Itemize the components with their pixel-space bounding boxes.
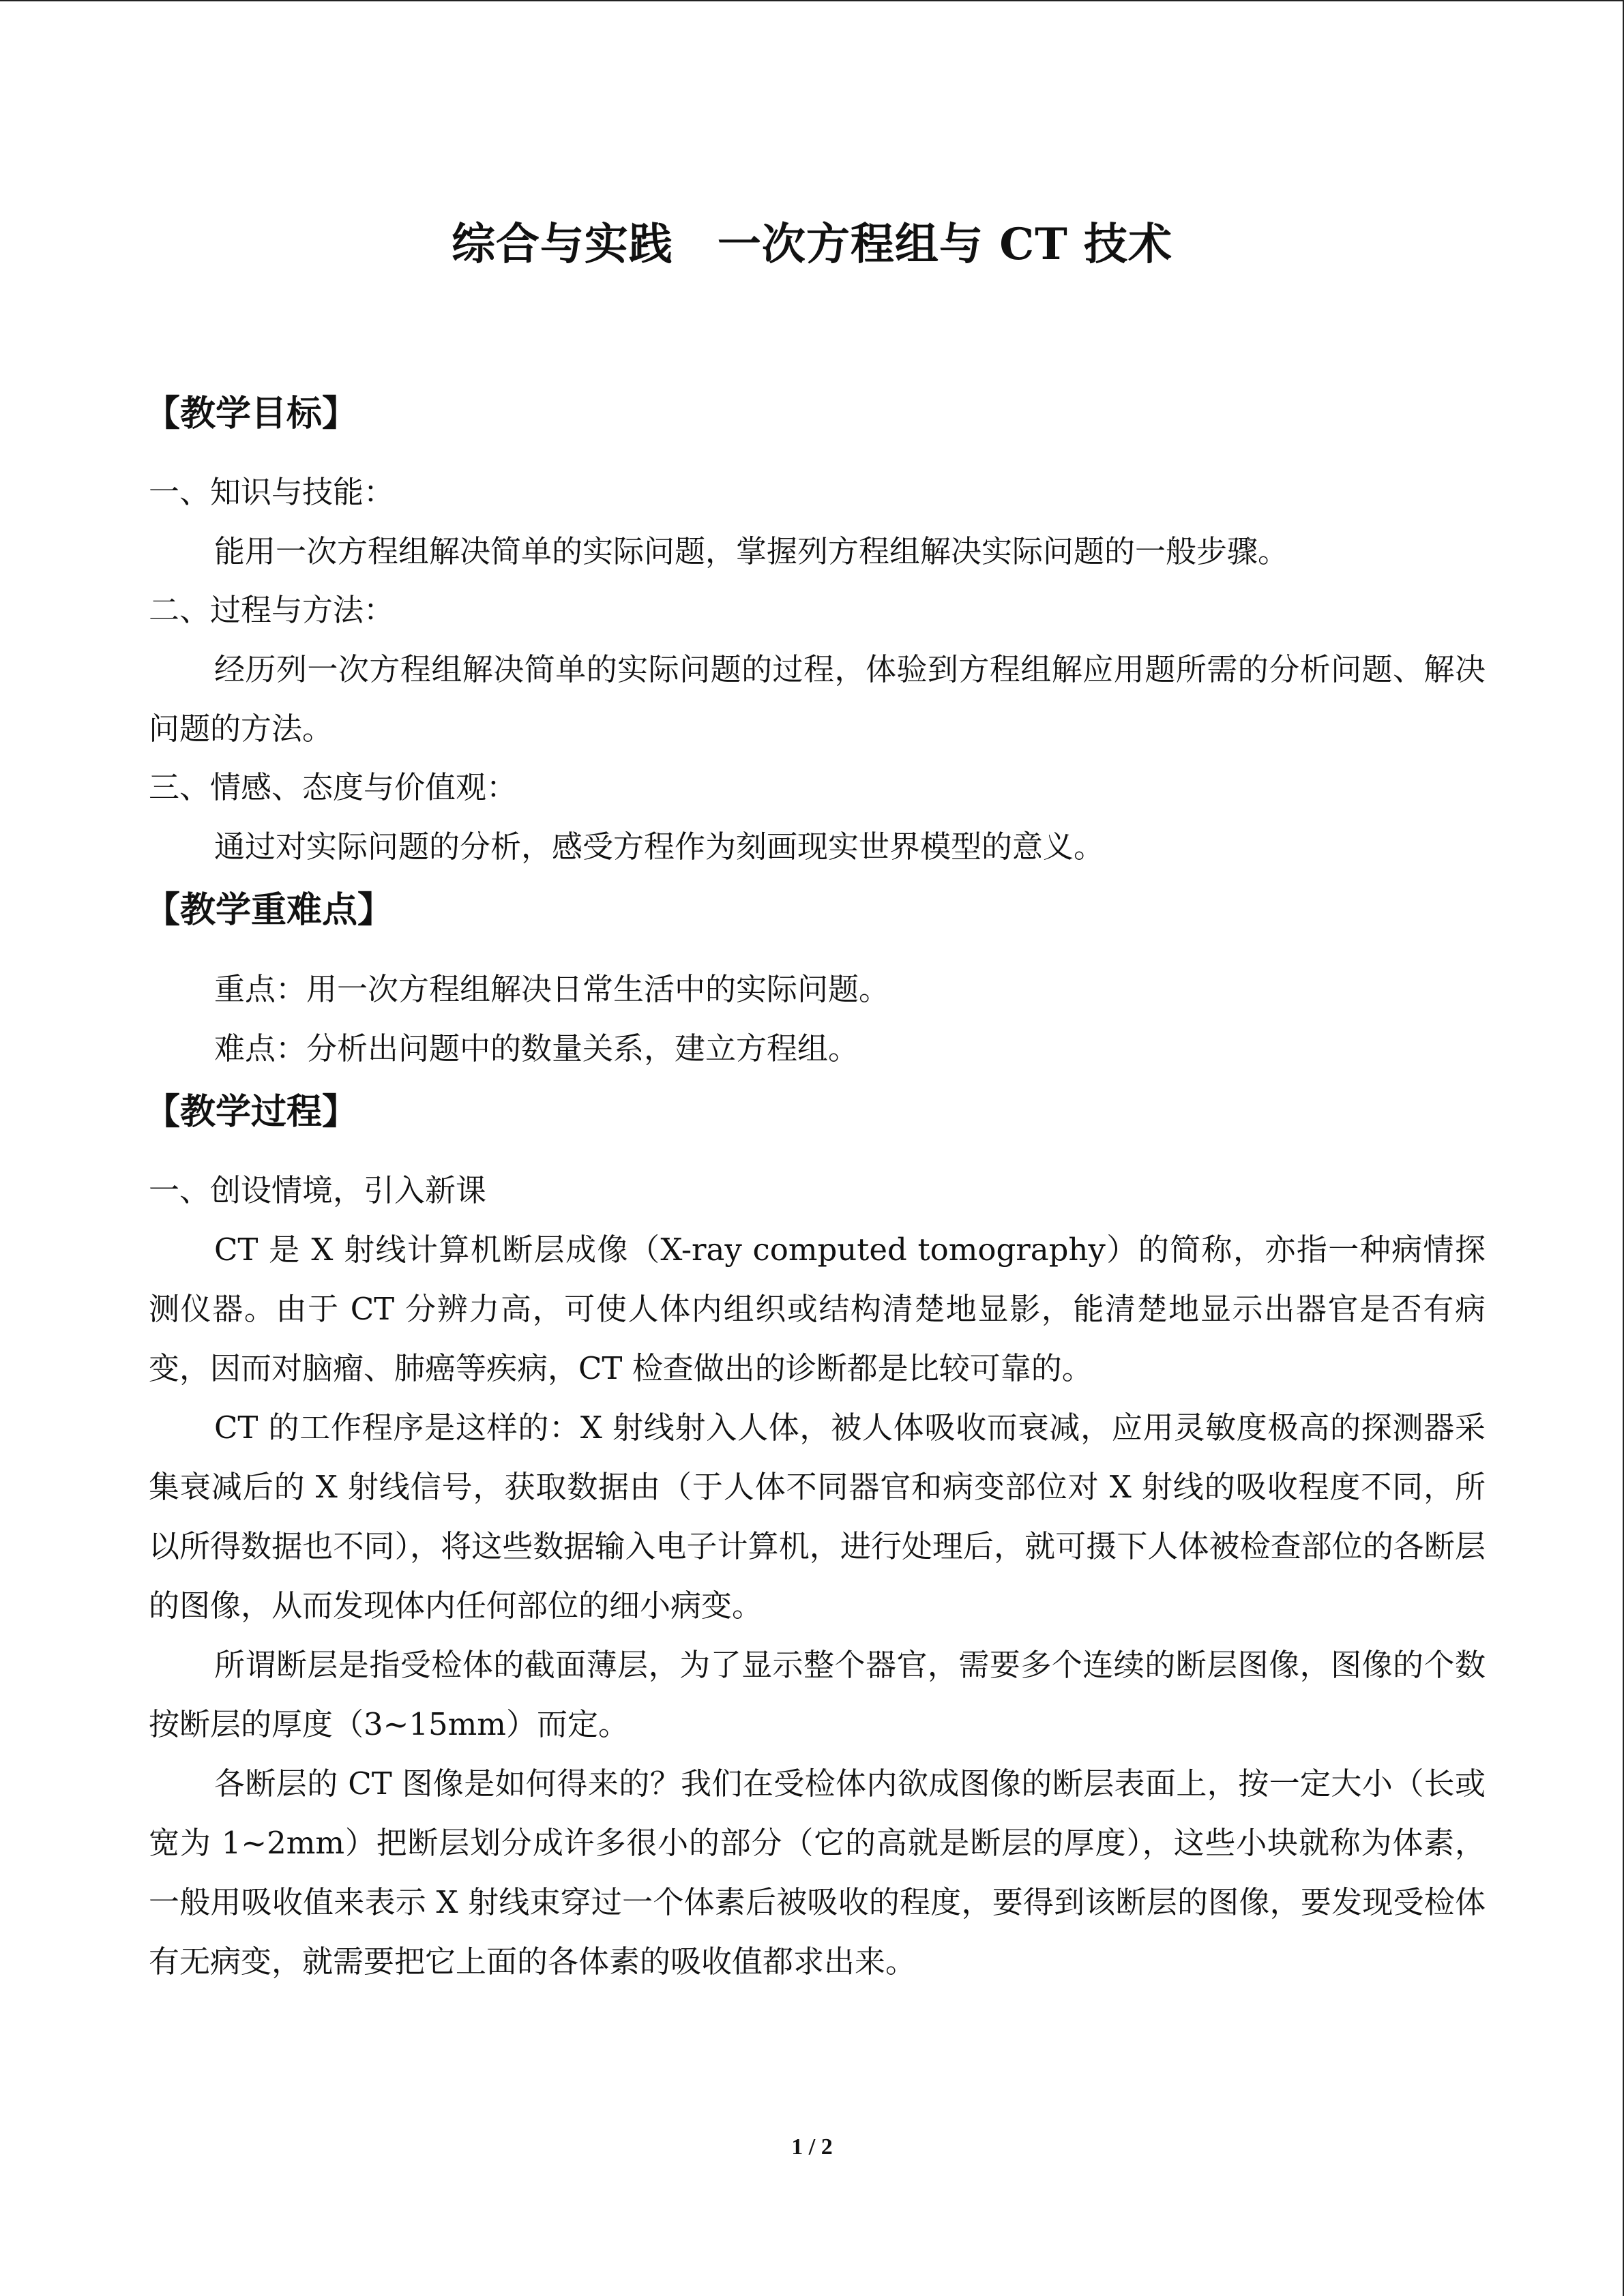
document-body	[145, 380, 1486, 1991]
keypoint-difficulty: 难点：分析出问题中的数量关系，建立方程组。	[214, 1030, 859, 1067]
process-paragraph-voxels: 各断层的 CT 图像是如何得来的？我们在受检体内欲成图像的断层表面上，按一定大小（长或宽为 1~2mm）把断层划分成许多很小的部分（它的高就是断层的厚度），这些小块就称为体素，一般用吸收值来表示 X 射线束穿过一个体素后被吸收的程度，要得到该断层的图像，要发现受检体有无病变，就需要把它上面的各体素的吸收值都求出来。	[149, 1765, 1486, 1980]
page-number: 1 / 2	[791, 2134, 833, 2160]
goal-item-knowledge-text: 能用一次方程组解决简单的实际问题，掌握列方程组解决实际问题的一般步骤。	[214, 533, 1289, 569]
goal-item-process-label: 二、过程与方法：	[149, 592, 395, 628]
process-paragraph-ct-workflow: CT 的工作程序是这样的：X 射线射入人体，被人体吸收而衰减，应用灵敏度极高的探测器采集衰减后的 X 射线信号，获取数据由（于人体不同器官和病变部位对 X 射线的吸收程度不同，所以所得数据也不同），将这些数据输入电子计算机，进行处理后，就可摄下人体被检查部位的各断层的图像，从而发现体内任何部位的细小病变。	[149, 1410, 1486, 1624]
process-paragraph-slices: 所谓断层是指受检体的截面薄层，为了显示整个器官，需要多个连续的断层图像，图像的个数按断层的厚度（3~15mm）而定。	[149, 1647, 1486, 1742]
section-heading-keypoints: 【教学重难点】	[145, 889, 394, 931]
keypoint-focus: 重点：用一次方程组解决日常生活中的实际问题。	[214, 971, 890, 1007]
process-paragraph-ct-intro: CT 是 X 射线计算机断层成像（X-ray computed tomography）的简称，亦指一种病情探测仪器。由于 CT 分辨力高，可使人体内组织或结构清楚地显影，能清楚地显示出器官是否有病变，因而对脑瘤、肺癌等疾病，CT 检查做出的诊断都是比较可靠的。	[149, 1232, 1486, 1386]
process-step-label: 一、创设情境，引入新课	[149, 1172, 487, 1208]
document-title: 综合与实践 一次方程组与 CT 技术	[451, 219, 1173, 270]
section-heading-goals: 【教学目标】	[145, 393, 358, 434]
goal-item-attitude-label: 三、情感、态度与价值观：	[149, 769, 518, 805]
goal-item-process-text: 经历列一次方程组解决简单的实际问题的过程，体验到方程组解应用题所需的分析问题、解决问题的方法。	[149, 651, 1486, 747]
goal-item-attitude-text: 通过对实际问题的分析，感受方程作为刻画现实世界模型的意义。	[214, 829, 1105, 865]
goal-item-knowledge-label: 一、知识与技能：	[149, 474, 395, 510]
section-heading-process: 【教学过程】	[145, 1091, 358, 1133]
